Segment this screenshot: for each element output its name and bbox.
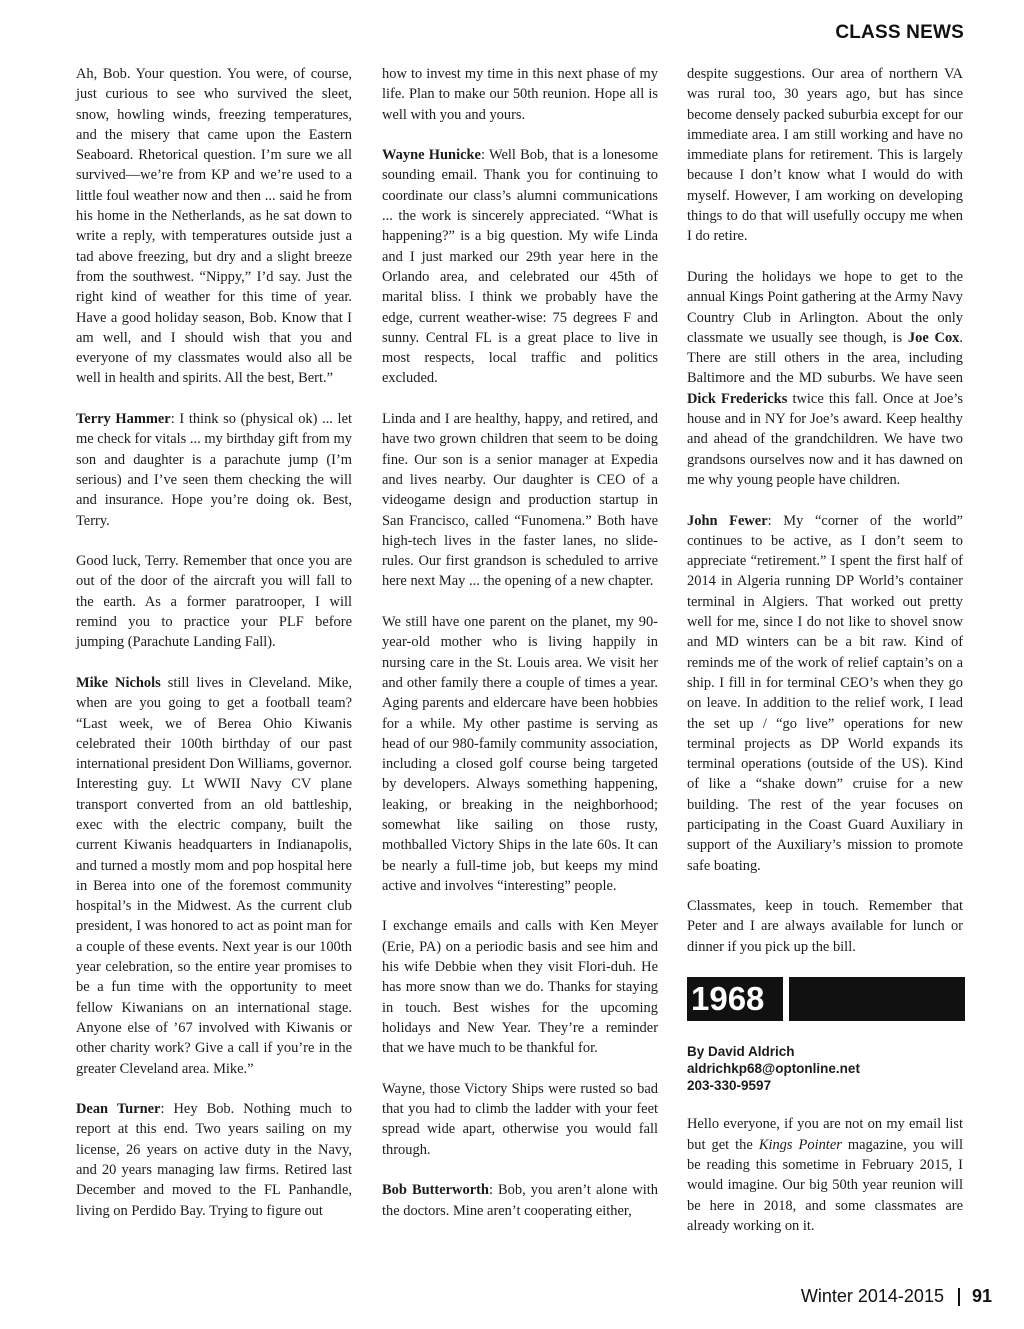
paragraph: We still have one parent on the planet, my 90-year-old mother who is living happily in nursing care in the St. Louis area. We visit her and other family there a couple of times a year. Aging parents and eldercare have been hobbies for a while. My other pastime is serving as head of our 980-family community association, including a closed golf course being targeted by developers. Always something happening, leaking, or breaking in the neighborhood; somewhat like sailing on those rusty, mothballed Victory Ships in the late 60s. It can be nearly a full-time job, but keeps my mind active and involves “interesting” people. bbox=[382, 614, 658, 894]
speaker-name: Wayne Hunicke bbox=[382, 147, 481, 164]
paragraph bbox=[687, 511, 963, 876]
byline-phone: 203-330-9597 bbox=[687, 1078, 772, 1094]
footer-divider bbox=[958, 1288, 960, 1306]
paragraph-text: still lives in Cleveland. Mike, when are you going to get a football team? “Last week, we of Berea Ohio Kiwanis celebrated their 100th birthday of our past international president Don Williams, governor. Interesting guy. Lt WWII Navy CV plane transport converted from an old battleship, exec with the electric company, built the current Kiwanis headquarters in Indianapolis, and turned a mostly mom and pop hospital here in Berea into one of the foremost community hospital’s in the Midwest. As the current club president, I was honored to act as point man for a couple of these events. Next year is our 100th year celebration, so the entire year promises to be a fun time with the opportunity to meet fellow Kiwanians on an international stage. Anyone else of ’67 involved with Kiwanis or other charity work? Give a call if you’re in the greater Cleveland area. Mike.” bbox=[76, 674, 352, 1077]
speaker-name: Terry Hammer bbox=[76, 411, 171, 428]
paragraph: Wayne, those Victory Ships were rusted so bad that you had to climb the ladder with your feet spread wide apart, otherwise you would fall through. bbox=[382, 1080, 658, 1158]
paragraph: I exchange emails and calls with Ken Meyer (Erie, PA) on a periodic basis and see him and his wife Debbie when they visit Flori-duh. He has more snow than we do. Thanks for staying in touch. Best wishes for the upcoming holidays and New Year. They’re a reminder that we have much to be thankful for. bbox=[382, 918, 658, 1057]
paragraph-text: During the holidays we hope to get to the annual Kings Point gathering at the Army Navy Country Club in Arlington. About the only classmate we usually see though, is bbox=[687, 268, 963, 346]
class-year-label: 1968 bbox=[687, 977, 783, 1021]
paragraph bbox=[687, 1114, 963, 1236]
speaker-name: John Fewer bbox=[687, 512, 768, 529]
paragraph bbox=[76, 1099, 352, 1221]
paragraph bbox=[382, 145, 658, 389]
magazine-title: Kings Pointer bbox=[758, 1136, 842, 1153]
paragraph: Classmates, keep in touch. Remember that Peter and I are always available for lunch or dinner if you pick up the bill. bbox=[687, 898, 963, 955]
byline-author: By David Aldrich bbox=[687, 1044, 795, 1060]
paragraph-text: magazine, you will be reading this sometime in February 2015, I would imagine. Our big 50th year reunion will be here in 2018, and some classmates are already working on it. bbox=[687, 1136, 963, 1234]
section-header: CLASS NEWS bbox=[835, 22, 964, 43]
page-footer bbox=[801, 1286, 992, 1307]
banner-fill bbox=[789, 977, 965, 1021]
class-year-banner bbox=[687, 977, 965, 1021]
paragraph: Ah, Bob. Your question. You were, of course, just curious to see who survived the sleet, snow, howling winds, freezing temperatures, and the misery that came upon the Eastern Seaboard. Rhetorical question. I’m sure we all survived—we’re from KP and we’re used to a little foul weather now and then ... said he from his home in the Netherlands, as he sat down to write a reply, with temperatures outside just a tad above freezing, but dry and a slight breeze from the southwest. “Nippy,” I’d say. Just the right kind of weather for this time of year. Have a good holiday season, Bob. Know that I am well, and I should wish that you and everyone of my classmates would also all be well in health and spirits. All the best, Bert.” bbox=[76, 66, 352, 387]
classmate-name: Dick Fredericks bbox=[687, 390, 788, 407]
paragraph: Good luck, Terry. Remember that once you are out of the door of the aircraft you will fall to the earth. As a former paratrooper, I will remind you to practice your PLF before jumping (Parachute Landing Fall). bbox=[76, 553, 352, 651]
paragraph: Linda and I are healthy, happy, and retired, and have two grown children that seem to be doing fine. Our son is a senior manager at Expedia and lives nearby. Our daughter is CEO of a videogame design and production startup in San Francisco, called “Funomena.” Both have high-tech lives in the faster lanes, no slide-rules. Our first grandson is scheduled to arrive here next May ... the opening of a new chapter. bbox=[382, 411, 658, 590]
paragraph-text: . There are still others in the area, including Baltimore and the MD suburbs. We have seen bbox=[687, 329, 963, 387]
paragraph-text: : Hey Bob. Nothing much to report at this end. Two years sailing on my license, 26 years on active duty in the Navy, and 20 years managing law firms. Retired last December and moved to the FL Panhandle, living on Perdido Bay. Trying to figure out bbox=[76, 1101, 352, 1219]
speaker-name: Bob Butterworth bbox=[382, 1182, 489, 1199]
page-number: 91 bbox=[971, 1286, 992, 1306]
byline bbox=[687, 1043, 963, 1094]
paragraph: how to invest my time in this next phase of my life. Plan to make our 50th reunion. Hope all is well with you and yours. bbox=[382, 66, 658, 123]
speaker-name: Mike Nichols bbox=[76, 674, 161, 691]
speaker-name: Dean Turner bbox=[76, 1101, 161, 1118]
column-1 bbox=[76, 64, 352, 1221]
paragraph-text: Hello everyone, if you are not on my email list but get the bbox=[687, 1116, 963, 1153]
paragraph-text: : I think so (physical ok) ... let me check for vitals ... my birthday gift from my son and daughter is a parachute jump (I’m serious) and I’ve seen them checking the will and insurance. Hope you’re doing ok. Best, Terry. bbox=[76, 411, 352, 529]
paragraph-text: : Well Bob, that is a lonesome sounding email. Thank you for continuing to coordinate our class’s alumni communications ... the work is sincerely appreciated. “What is happening?” is a big question. My wife Linda and I just marked our 29th year here in the Orlando area, and celebrated our 45th of marital bliss. I think we probably have the edge, current weather-wise: 75 degrees F and sunny. Central FL is a great place to live in most respects, local traffic and politics excluded. bbox=[382, 147, 658, 387]
paragraph-text: twice this fall. Once at Joe’s house and in NY for Joe’s award. Keep healthy and ahead of the grandchildren. We have two grandsons ourselves now and it has dawned on me why young people have children. bbox=[687, 390, 963, 488]
issue-label: Winter 2014-2015 bbox=[800, 1286, 944, 1306]
column-3 bbox=[687, 64, 963, 1236]
paragraph bbox=[76, 673, 352, 1079]
paragraph-text: : My “corner of the world” continues to be active, as I don’t seem to appreciate “retirement.” I spent the first half of 2014 in Algeria running DP World’s container terminal in Algiers. That worked out pretty well for me, since I do not like to shovel snow and MD winters can be a bit raw. Kind of reminds me of the work of relief captain’s on a ship. I fill in for terminal CEO’s when they go on leave. In addition to the relief work, I lead the set up / “go live” operations for new terminal projects as DP World expands its terminal operations (outside of the US). Kind of like a “shake down” cruise for a new building. The rest of the year focuses on participating in the Coast Guard Auxiliary in support of the Auxiliary’s mission to promote safe boating. bbox=[687, 512, 963, 874]
column-2 bbox=[382, 64, 658, 1221]
paragraph bbox=[687, 267, 963, 490]
paragraph bbox=[76, 409, 352, 531]
byline-email: aldrichkp68@optonline.net bbox=[687, 1061, 860, 1077]
classmate-name: Joe Cox bbox=[907, 329, 960, 346]
paragraph bbox=[382, 1180, 658, 1221]
paragraph-text: : Bob, you aren’t alone with the doctors. Mine aren’t cooperating either, bbox=[382, 1182, 658, 1219]
paragraph: despite suggestions. Our area of northern VA was rural too, 30 years ago, but has since become densely packed suburbia except for our immediate area. I am still working and have no immediate plans for retirement. This is largely because I don’t know what I would do with myself. However, I am working on developing things to do that will usefully occupy me when I do retire. bbox=[687, 66, 963, 245]
